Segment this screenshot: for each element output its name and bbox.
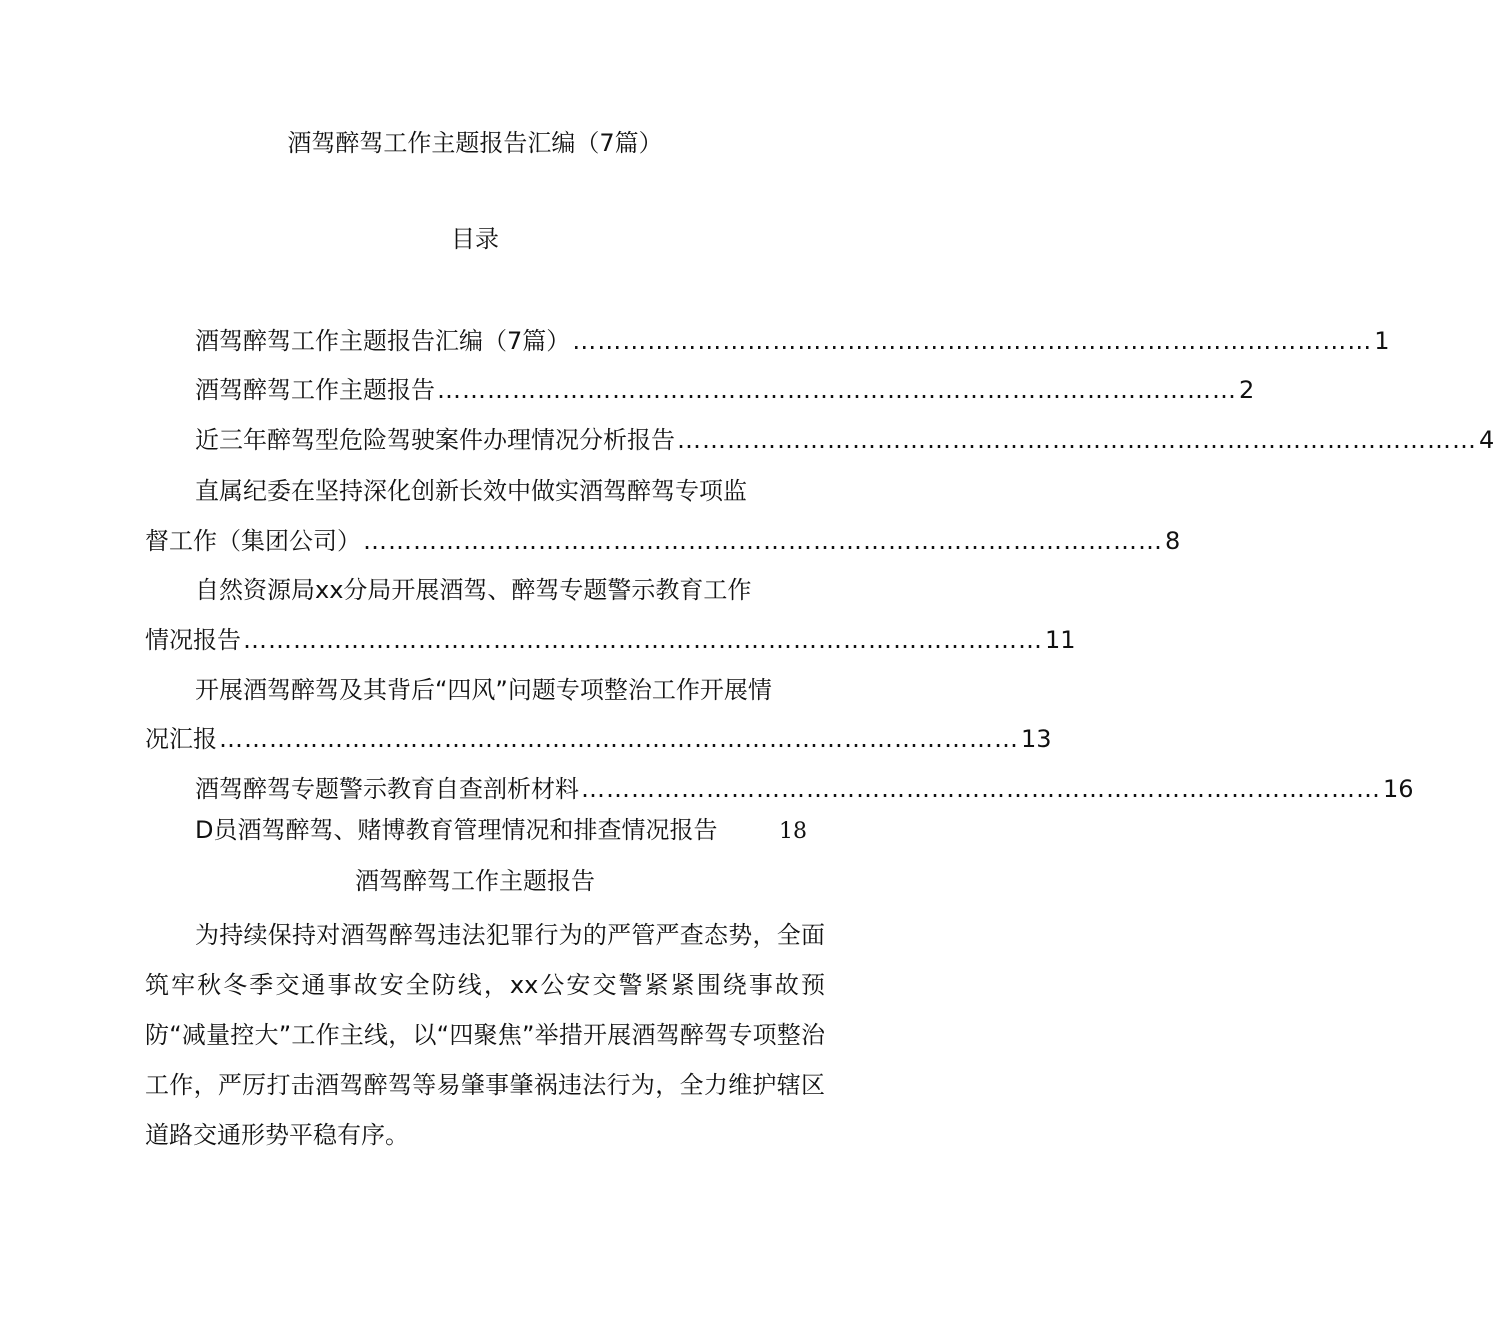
toc-entry-title: D员酒驾醉驾、赌博教育管理情况和排查情况报告 [195, 816, 718, 844]
toc-entry-line1[interactable]: 直属纪委在坚持深化创新长效中做实酒驾醉驾专项监 [195, 477, 747, 505]
toc-entry-line1[interactable]: 开展酒驾醉驾及其背后“四风”问题专项整治工作开展情 [195, 676, 772, 704]
toc-leader: …………………………………………………………………………………… [243, 626, 1043, 654]
toc-entry-page: 16 [1383, 775, 1414, 803]
toc-entry-title: 酒驾醉驾工作主题报告 [195, 376, 435, 404]
body-paragraph: 为持续保持对酒驾醉驾违法犯罪行为的严管严查态势，全面筑牢秋冬季交通事故安全防线，xx公安交警紧紧围绕事故预防“减量控大”工作主线，以“四聚焦”举措开展酒驾醉驾专项整治工作，严厉打击酒驾醉驾等易肇事肇祸违法行为，全力维护辖区道路交通形势平稳有序。 [145, 921, 825, 1149]
toc-entry-page: 2 [1239, 376, 1255, 404]
toc-entry-title: 酒驾醉驾工作主题报告汇编（7篇） [195, 327, 571, 355]
section-title: 酒驾醉驾工作主题报告 [355, 867, 595, 895]
toc-entry-page: 13 [1021, 725, 1052, 753]
toc-entry[interactable] [195, 373, 1255, 407]
toc-entry-title: 况汇报 [145, 725, 217, 753]
toc-entry-page: 18 [779, 819, 807, 844]
document-title: 酒驾醉驾工作主题报告汇编（7篇） [287, 129, 663, 157]
toc-entry[interactable] [145, 524, 1181, 558]
toc-entry-page: 8 [1165, 527, 1181, 555]
toc-entry[interactable] [195, 772, 1414, 806]
toc-leader: …………………………………………………………………………………… [572, 327, 1373, 355]
toc-entry-title: 酒驾醉驾专题警示教育自查剖析材料 [195, 775, 579, 803]
toc-entry[interactable] [145, 623, 1076, 657]
toc-entry-title: 督工作（集团公司） [145, 527, 361, 555]
toc-entry[interactable] [195, 324, 1390, 358]
toc-leader: …………………………………………………………………………………… [363, 527, 1163, 555]
toc-leader: …………………………………………………………………………………… [581, 775, 1381, 803]
toc-heading: 目录 [451, 225, 499, 253]
toc-entry[interactable] [145, 722, 1052, 756]
toc-leader: …………………………………………………………………………………… [677, 426, 1477, 454]
toc-leader: …………………………………………………………………………………… [219, 725, 1019, 753]
toc-entry-page: 4 [1479, 426, 1494, 454]
toc-entry-page: 1 [1374, 327, 1390, 355]
toc-entry-page: 11 [1045, 626, 1076, 654]
toc-entry[interactable] [195, 813, 807, 847]
toc-entry[interactable] [195, 423, 1494, 457]
toc-entry-line1[interactable]: 自然资源局xx分局开展酒驾、醉驾专题警示教育工作 [195, 576, 752, 604]
toc-entry-title: 近三年醉驾型危险驾驶案件办理情况分析报告 [195, 426, 675, 454]
toc-entry-title: 情况报告 [145, 626, 241, 654]
toc-leader: …………………………………………………………………………………… [437, 376, 1237, 404]
